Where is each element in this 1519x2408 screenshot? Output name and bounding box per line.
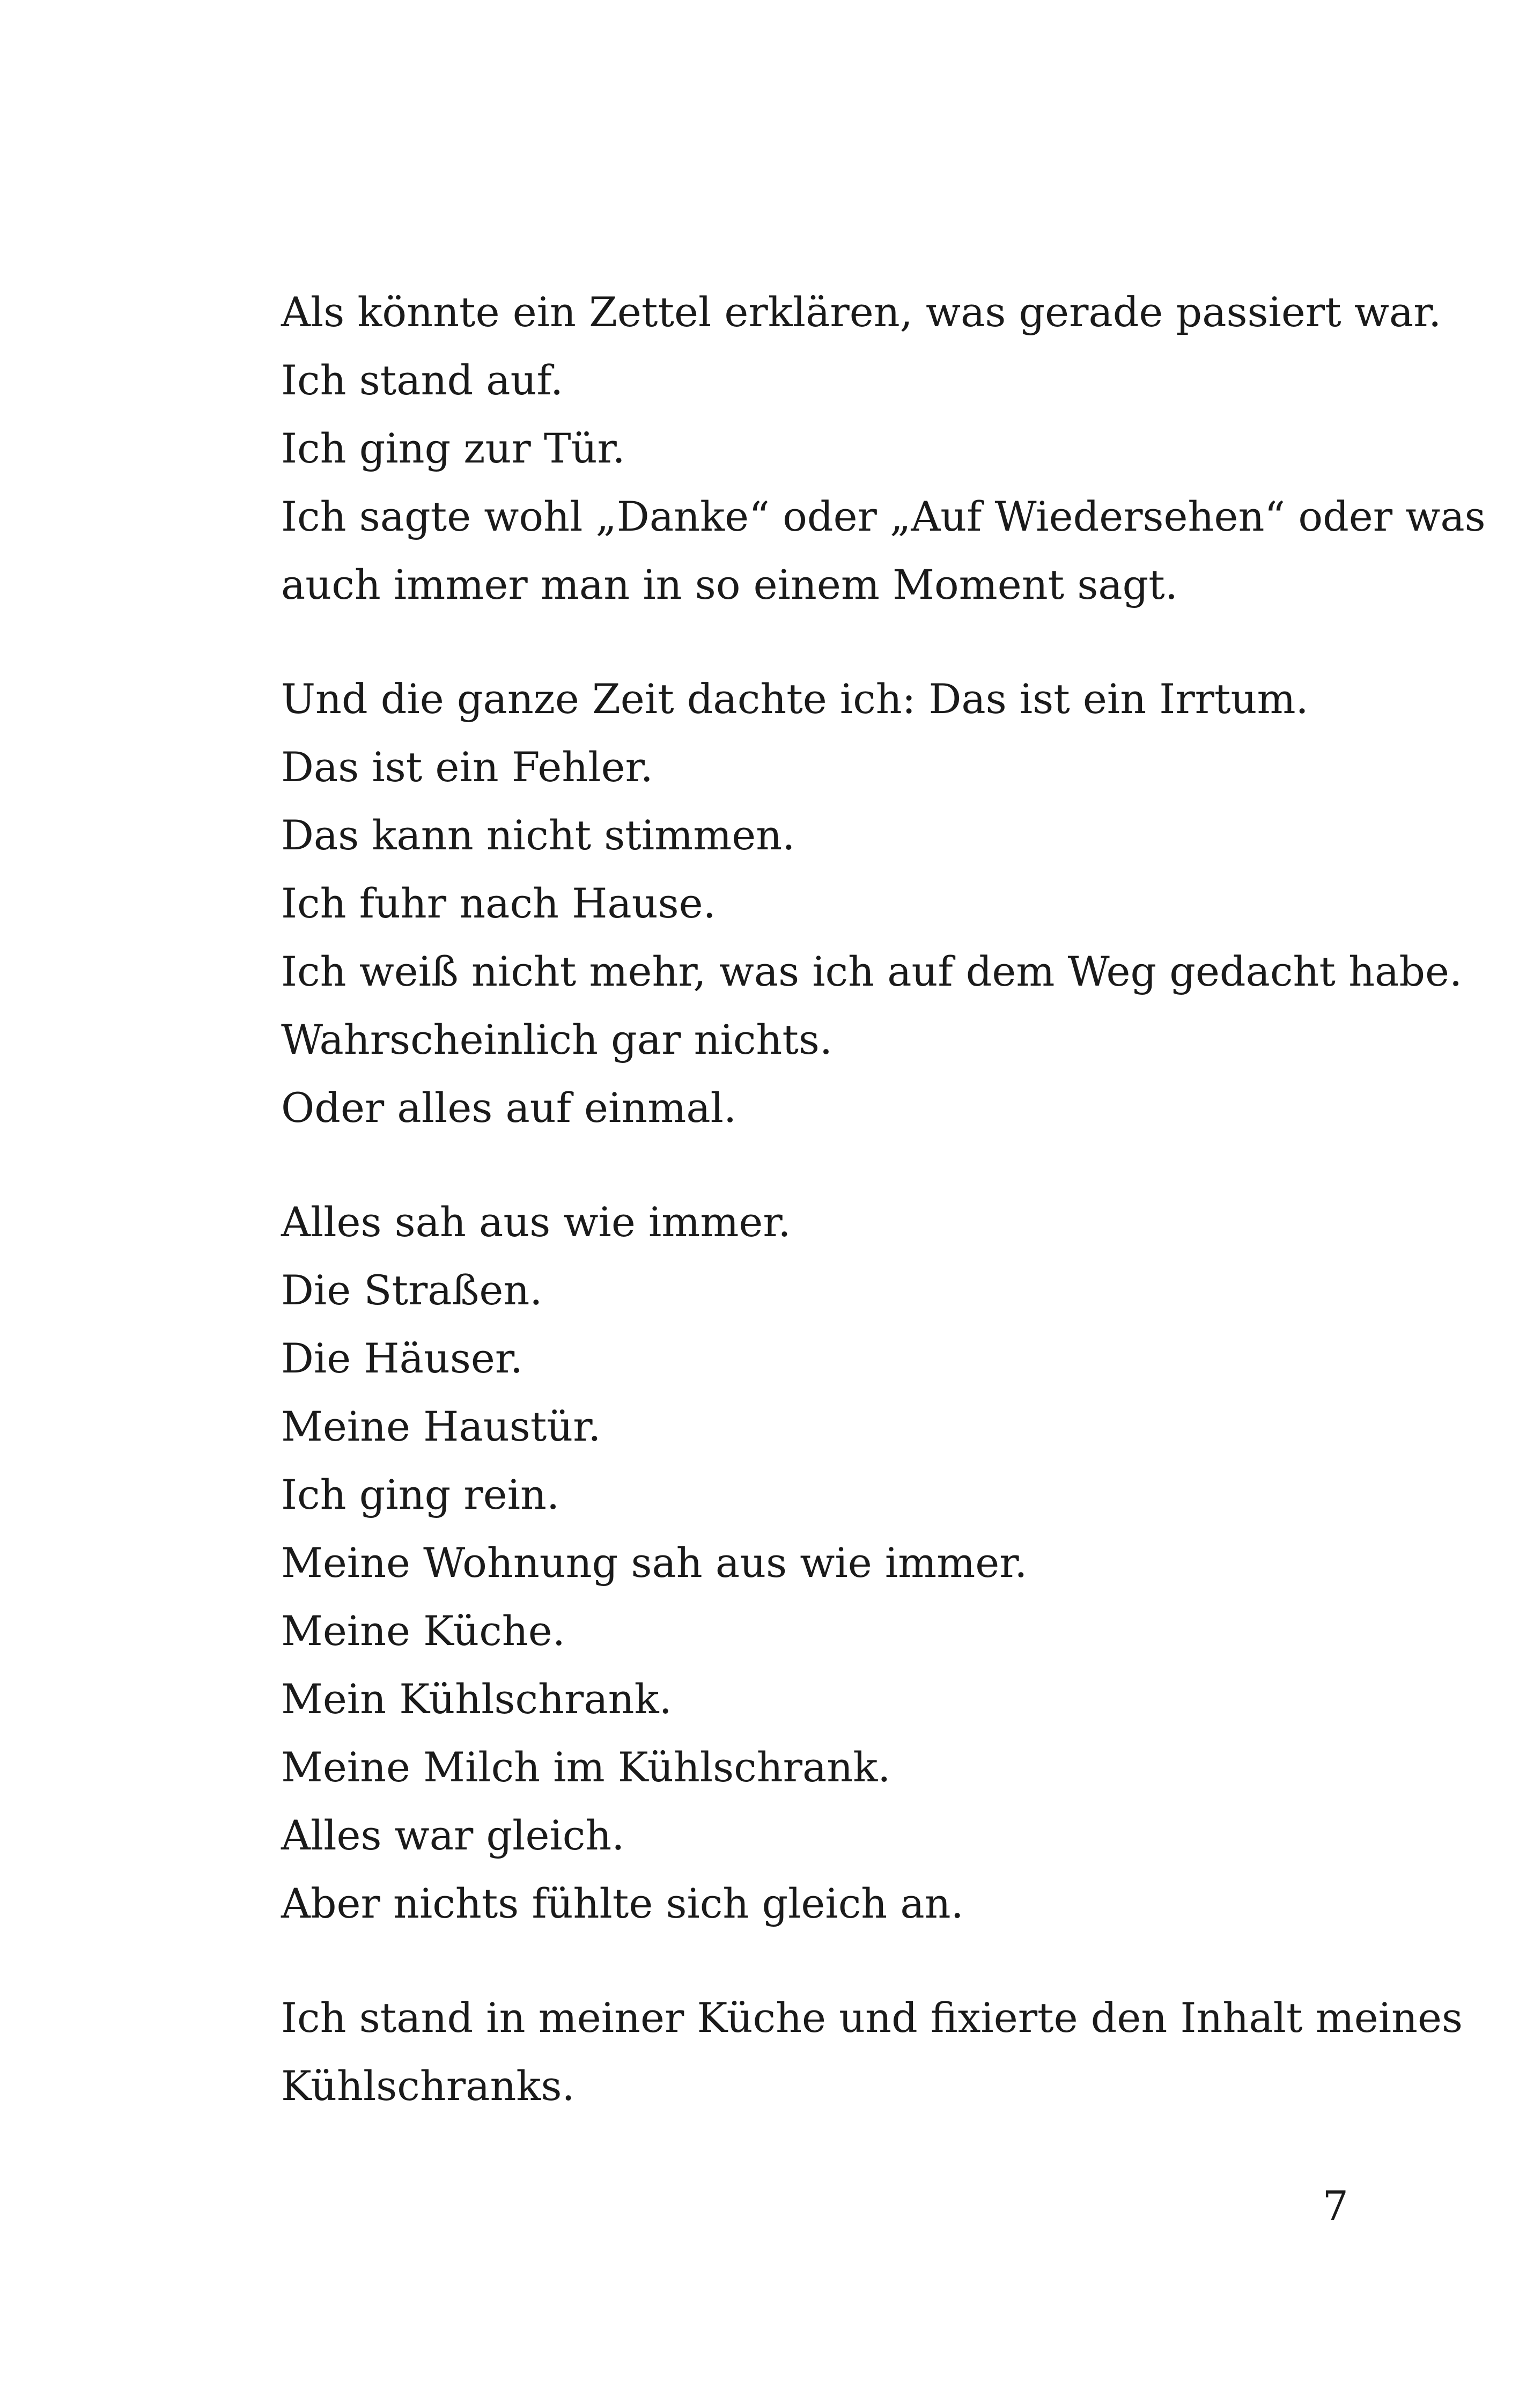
text-line: Ich stand in meiner Küche und fixierte den Inhalt meines xyxy=(281,1994,1463,2042)
text-line: Oder alles auf einmal. xyxy=(281,1084,737,1132)
text-line: Ich sagte wohl „Danke“ oder „Auf Wiedersehen“ oder was xyxy=(281,493,1486,540)
text-line: Ich ging zur Tür. xyxy=(281,424,625,472)
text-line: Meine Wohnung sah aus wie immer. xyxy=(281,1539,1028,1587)
paragraph xyxy=(281,278,1486,619)
text-line: Wahrscheinlich gar nichts. xyxy=(281,1016,833,1063)
text-line: Als könnte ein Zettel erklären, was gerade passiert war. xyxy=(281,288,1442,336)
text-line: Die Straßen. xyxy=(281,1266,543,1314)
text-line: Kühlschranks. xyxy=(281,2062,575,2110)
text-line: Alles war gleich. xyxy=(281,1811,625,1859)
text-line: Meine Küche. xyxy=(281,1607,565,1655)
paragraph xyxy=(281,665,1463,1142)
text-line: Und die ganze Zeit dachte ich: Das ist ein Irrtum. xyxy=(281,675,1309,723)
text-line: Die Häuser. xyxy=(281,1334,523,1382)
paragraph xyxy=(281,1984,1463,2120)
text-line: Ich fuhr nach Hause. xyxy=(281,879,716,927)
text-line: Meine Milch im Kühlschrank. xyxy=(281,1743,891,1791)
page-number: 7 xyxy=(1322,2182,1348,2230)
text-line: Ich weiß nicht mehr, was ich auf dem Weg gedacht habe. xyxy=(281,948,1463,995)
text-line: Mein Kühlschrank. xyxy=(281,1675,672,1723)
body-text xyxy=(281,278,1486,2166)
text-line: Ich ging rein. xyxy=(281,1471,560,1518)
text-line: Das ist ein Fehler. xyxy=(281,743,653,791)
text-line: Das kann nicht stimmen. xyxy=(281,811,795,859)
text-line: auch immer man in so einem Moment sagt. xyxy=(281,561,1178,608)
text-line: Aber nichts fühlte sich gleich an. xyxy=(281,1880,964,1927)
text-line: Meine Haustür. xyxy=(281,1403,601,1450)
text-line: Alles sah aus wie immer. xyxy=(281,1198,791,1246)
paragraph xyxy=(281,1188,1386,1937)
text-line: Ich stand auf. xyxy=(281,356,564,404)
